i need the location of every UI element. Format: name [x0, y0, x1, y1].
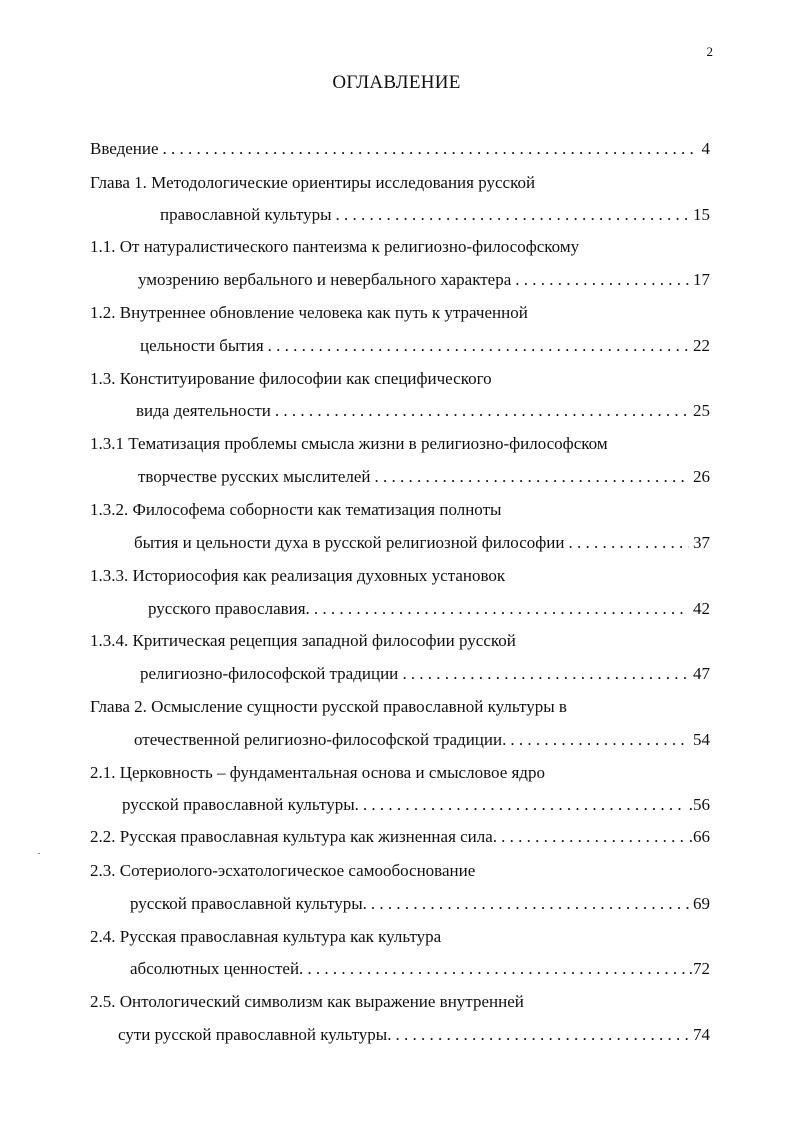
dot-leader	[275, 400, 689, 422]
toc-entry-label: цельности бытия	[140, 336, 264, 355]
toc-entry-1-3[interactable]	[136, 400, 710, 422]
toc-entry-page: 69	[693, 894, 710, 913]
toc-entry-label: православной культуры	[160, 205, 332, 224]
toc-entry-1-3-line1[interactable]: 1.3. Конституирование философии как специфического	[90, 369, 492, 388]
toc-entry-page: 37	[693, 533, 710, 552]
toc-entry-page: .56	[688, 795, 710, 814]
toc-entry-page: 22	[693, 336, 710, 355]
toc-entry-label: отечественной религиозно-философской традиции.	[134, 730, 507, 749]
toc-entry-label: русской православной культуры.	[122, 795, 359, 814]
dot-leader	[375, 466, 689, 488]
dot-leader	[336, 204, 689, 226]
toc-entry-1-3-3[interactable]	[148, 598, 710, 620]
toc-entry-page: 17	[693, 270, 710, 289]
toc-entry-page: 26	[693, 467, 710, 486]
scan-artifact-mark	[38, 853, 40, 854]
toc-entry-page: .72	[688, 959, 710, 978]
toc-entry-1-3-2[interactable]	[134, 532, 710, 554]
toc-entry-2-1-line1[interactable]: 2.1. Церковность – фундаментальная основа и смысловое ядро	[90, 763, 545, 782]
toc-entry-page: 42	[693, 599, 710, 618]
toc-entry-introduction[interactable]	[90, 138, 710, 160]
toc-entry-1-3-4[interactable]	[140, 663, 710, 685]
dot-leader	[568, 532, 689, 554]
dot-leader	[163, 138, 698, 160]
toc-entry-label: русского православия.	[148, 599, 310, 618]
toc-entry-label: Введение	[90, 139, 159, 158]
toc-entry-label: сути русской православной культуры.	[118, 1025, 392, 1044]
toc-entry-page: .66	[688, 827, 710, 846]
toc-entry-page: 4	[701, 139, 710, 158]
dot-leader	[314, 598, 689, 620]
toc-entry-2-2[interactable]	[90, 826, 710, 848]
toc-entry-chapter-1-line1[interactable]: Глава 1. Методологические ориентиры исследования русской	[90, 173, 536, 192]
toc-entry-page: 47	[693, 664, 710, 683]
toc-entry-page: 15	[693, 205, 710, 224]
page-title: ОГЛАВЛЕНИЕ	[332, 72, 461, 93]
dot-leader	[501, 826, 685, 848]
dot-leader	[363, 794, 685, 816]
toc-entry-1-2[interactable]	[140, 335, 710, 357]
dot-leader	[515, 269, 689, 291]
toc-entry-2-3[interactable]	[130, 893, 710, 915]
dot-leader	[307, 958, 684, 980]
toc-entry-label: абсолютных ценностей.	[130, 959, 304, 978]
dot-leader	[395, 1024, 689, 1046]
dot-leader	[510, 729, 689, 751]
toc-entry-chapter-2-line1[interactable]: Глава 2. Осмысление сущности русской православной культуры в	[90, 697, 567, 716]
toc-entry-label: умозрению вербального и невербального характера	[138, 270, 512, 289]
toc-entry-page: 54	[693, 730, 710, 749]
toc-entry-2-4-line1[interactable]: 2.4. Русская православная культура как культура	[90, 927, 442, 946]
toc-entry-label: 2.2. Русская православная культура как жизненная сила.	[90, 827, 498, 846]
toc-entry-page: 74	[693, 1025, 710, 1044]
toc-entry-label: бытия и цельности духа в русской религиозной философии	[134, 533, 565, 552]
toc-entry-label: религиозно-философской традиции .	[140, 664, 407, 683]
dot-leader	[268, 335, 689, 357]
toc-entry-page: 25	[693, 401, 710, 420]
toc-entry-2-5[interactable]	[118, 1024, 710, 1046]
page-number: 2	[706, 44, 713, 59]
toc-entry-chapter-1[interactable]	[160, 204, 710, 226]
toc-entry-2-1[interactable]	[122, 794, 710, 816]
toc-entry-1-3-1[interactable]	[138, 466, 710, 488]
toc-entry-2-3-line1[interactable]: 2.3. Сотериолого-эсхатологическое самообоснование	[90, 861, 476, 880]
toc-entry-1-3-4-line1[interactable]: 1.3.4. Критическая рецепция западной философии русской	[90, 631, 516, 650]
toc-entry-1-1[interactable]	[138, 269, 710, 291]
dot-leader	[371, 893, 689, 915]
toc-entry-1-3-1-line1[interactable]: 1.3.1 Тематизация проблемы смысла жизни в религиозно-философском	[90, 434, 608, 453]
toc-entry-label: русской православной культуры.	[130, 894, 367, 913]
toc-entry-1-2-line1[interactable]: 1.2. Внутреннее обновление человека как путь к утраченной	[90, 303, 528, 322]
toc-entry-label: творчестве русских мыслителей	[138, 467, 371, 486]
toc-entry-1-3-3-line1[interactable]: 1.3.3. Историософия как реализация духовных установок	[90, 566, 506, 585]
toc-entry-label: вида деятельности	[136, 401, 271, 420]
toc-entry-2-5-line1[interactable]: 2.5. Онтологический символизм как выражение внутренней	[90, 992, 524, 1011]
toc-entry-1-3-2-line1[interactable]: 1.3.2. Философема соборности как тематизация полноты	[90, 500, 502, 519]
toc-entry-2-4[interactable]	[130, 958, 710, 980]
toc-entry-chapter-2[interactable]	[134, 729, 710, 751]
dot-leader	[411, 663, 689, 685]
toc-entry-1-1-line1[interactable]: 1.1. От натуралистического пантеизма к религиозно-философскому	[90, 237, 580, 256]
